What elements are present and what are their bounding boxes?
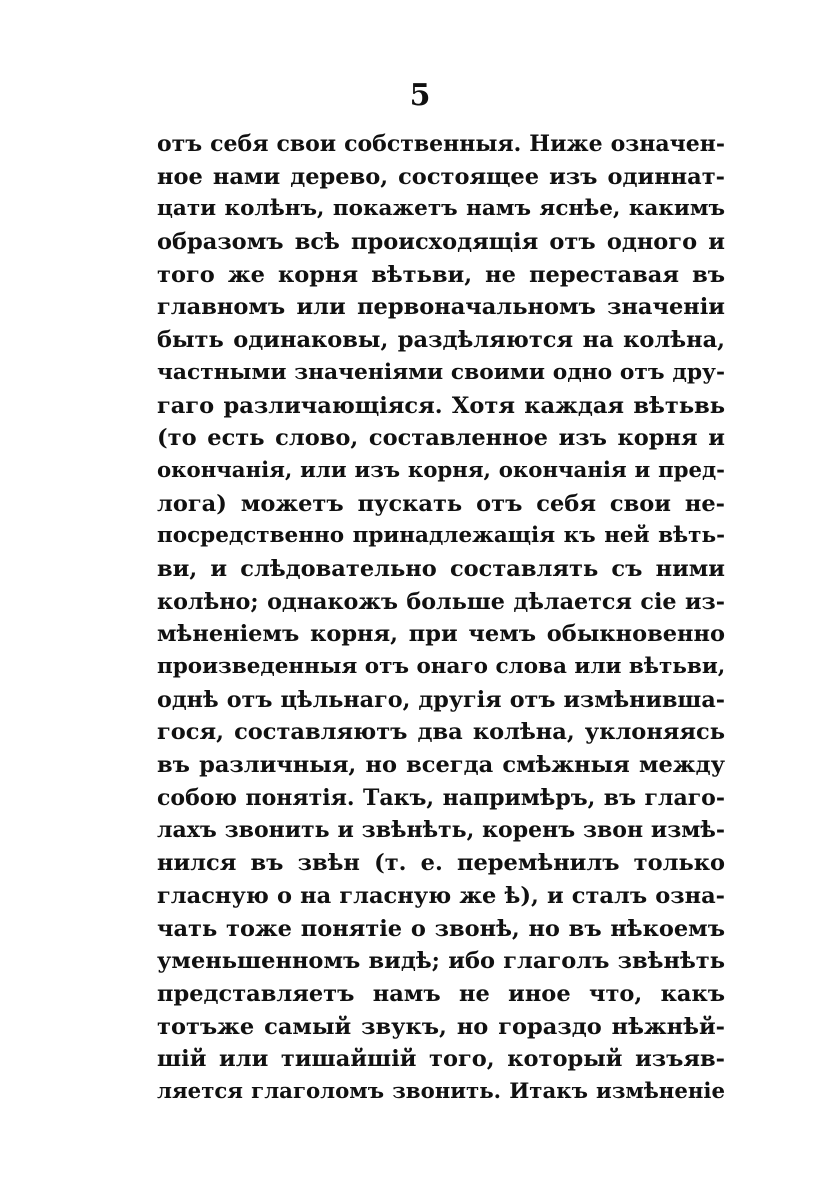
body-text [157, 128, 725, 1109]
text-line: лахъ звонить и звѣнѣть, коренъ звон измѣ- [157, 817, 725, 844]
text-line: гласную о на гласную же ѣ), и сталъ озна- [157, 882, 725, 909]
text-line: того же корня вѣтьви, не переставая въ [157, 261, 725, 288]
text-line: въ различныя, но всегда смѣжныя между [157, 752, 725, 779]
text-line: тотъже самый звукъ, но гораздо нѣжнѣй- [157, 1013, 725, 1040]
text-line: чать тоже понятіе о звонѣ, но въ нѣкоемъ [157, 915, 725, 942]
text-line: образомъ всѣ происходящія отъ одного и [157, 229, 725, 256]
text-line: главномъ или первоначальномъ значеніи [157, 294, 725, 321]
text-line: мѣненіемъ корня, при чемъ обыкновенно [157, 621, 725, 648]
text-line: отъ себя свои собственныя. Ниже означен- [157, 131, 725, 157]
text-line: лога) можетъ пускать отъ себя свои не- [157, 490, 725, 517]
text-line: собою понятія. Такъ, напримѣръ, въ глаго- [157, 784, 725, 811]
text-line: ное нами дерево, состоящее изъ одиннат- [157, 163, 725, 190]
text-line: однѣ отъ цѣльнаго, другія отъ измѣнивша- [157, 686, 725, 713]
text-line: ви, и слѣдовательно составлять съ ними [157, 555, 725, 582]
text-line: гося, составляютъ два колѣна, уклоняясь [157, 719, 725, 746]
text-line: нился въ звѣн (т. е. перемѣнилъ только [157, 850, 725, 877]
text-line: быть одинаковы, раздѣляются на колѣна, [157, 327, 725, 354]
text-line: уменьшенномъ видѣ; ибо глаголъ звѣнѣть [157, 948, 725, 975]
text-line: частными значеніями своими одно отъ дру- [157, 359, 725, 385]
text-line: шій или тишайшій того, который изъяв- [157, 1046, 725, 1073]
text-line: окончанія, или изъ корня, окончанія и пред- [157, 457, 725, 483]
text-line: ляется глаголомъ звонить. Итакъ измѣненіе [157, 1078, 725, 1104]
page-number: 5 [409, 78, 431, 113]
text-line: представляетъ намъ не иное что, какъ [157, 980, 725, 1007]
text-line: посредственно принадлежащія къ ней вѣть- [157, 523, 725, 549]
text-line: (то есть слово, составленное изъ корня и [157, 425, 725, 452]
text-line: произведенныя отъ онаго слова или вѣтьви, [157, 654, 725, 679]
text-line: цати колѣнъ, покажетъ намъ яснѣе, какимъ [157, 196, 725, 222]
text-line: колѣно; однакожъ больше дѣлается сіе из- [157, 588, 725, 615]
text-line: гаго различающіяся. Хотя каждая вѣтьвь [157, 392, 725, 419]
